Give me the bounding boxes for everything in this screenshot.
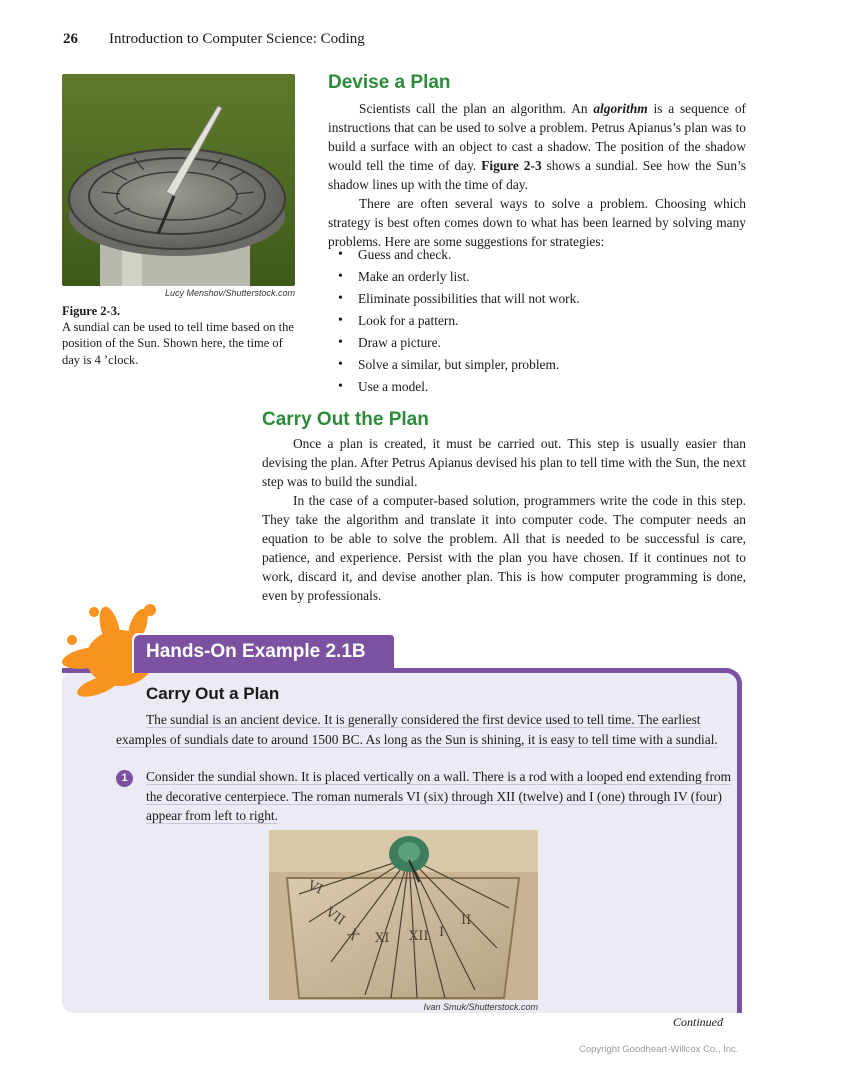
devise-paragraph-1: Scientists call the plan an algorithm. An algorithm is a sequence of instructions that can be used to solve a problem. Petrus Apianus’s plan was to build a surface with an object to cast a shadow. The position of the shadow would tell the time of day. Figure 2-3 shows a sundial. See how the Sun’s shadow lines up with the time of day.: [328, 101, 746, 192]
step-text: Consider the sundial shown. It is placed vertically on a wall. There is a rod with a looped end extending from the decorative centerpiece. The roman numerals VI (six) through XII (twelve) and I (one) through IV (four) appear from left to right.: [146, 769, 732, 823]
wall-sundial-photo: [269, 830, 538, 1000]
devise-paragraph-2: There are often several ways to solve a problem. Choosing which strategy is best often comes down to what has been learned by solving many problems. Here are some suggestions for strategies:: [328, 196, 746, 249]
list-item: • Eliminate possibilities that will not work.: [334, 288, 580, 310]
running-head: Introduction to Computer Science: Coding: [109, 31, 365, 47]
devise-plan-body: [328, 99, 746, 251]
figure-credit: Ivan Smuk/Shutterstock.com: [423, 1002, 538, 1012]
continued-label: Continued: [673, 1015, 723, 1029]
sundial-photo: [62, 74, 295, 286]
list-item: • Guess and check.: [334, 244, 580, 266]
list-item: • Solve a similar, but simpler, problem.: [334, 354, 580, 376]
list-item: • Draw a picture.: [334, 332, 580, 354]
figure-credit: Lucy Menshov/Shutterstock.com: [164, 288, 295, 298]
svg-text:VI: VI: [305, 878, 325, 898]
svg-text:VII: VII: [322, 904, 348, 929]
section-heading-devise-plan: Devise a Plan: [328, 72, 451, 93]
svg-text:X: X: [343, 926, 362, 944]
list-item: • Use a model.: [334, 376, 580, 398]
list-item: • Make an orderly list.: [334, 266, 580, 288]
copyright-notice: Copyright Goodheart-Willcox Co., Inc.: [579, 1044, 739, 1055]
hands-on-intro: [116, 710, 734, 749]
key-term-algorithm: algorithm: [593, 101, 648, 116]
step-number-badge: 1: [116, 770, 133, 787]
section-heading-carry-out-plan: Carry Out the Plan: [262, 409, 429, 430]
svg-text:I: I: [439, 925, 445, 940]
intro-text: The sundial is an ancient device. It is generally considered the first device used to tell time. The earliest examples of sundials date to around 1500 BC. As long as the Sun is shining, it is easy to tell time with a sundial.: [116, 712, 718, 747]
strategy-list: [334, 244, 580, 398]
svg-text:XII: XII: [409, 929, 429, 944]
figure-reference: Figure 2-3: [481, 158, 542, 173]
hands-on-title: Hands-On Example 2.1B: [146, 641, 366, 662]
hands-on-heading: Carry Out a Plan: [146, 684, 280, 703]
carry-paragraph-2: In the case of a computer-based solution, programmers write the code in this step. They take the algorithm and translate it into computer code. The computer needs an equation to be able to solve the problem. All that is needed to be successful is care, patience, and experience. Persist with the plan you have chosen. If it continues not to work, discard it, and devise another plan. This is how computer programming is done, even by professionals.: [262, 493, 746, 603]
svg-text:II: II: [461, 913, 472, 928]
figure-caption: A sundial can be used to tell time based on the position of the Sun. Shown here, the time of day is 4 ’clock.: [62, 320, 294, 367]
page-number: 26: [63, 31, 78, 47]
figure-label: Figure 2-3.: [62, 304, 121, 318]
list-item: • Look for a pattern.: [334, 310, 580, 332]
carry-paragraph-1: Once a plan is created, it must be carried out. This step is usually easier than devising the plan. After Petrus Apianus devised his plan to tell time with the Sun, the next step was to build the sundial.: [262, 436, 746, 489]
svg-text:XI: XI: [375, 931, 390, 946]
carry-out-body: [262, 434, 746, 605]
